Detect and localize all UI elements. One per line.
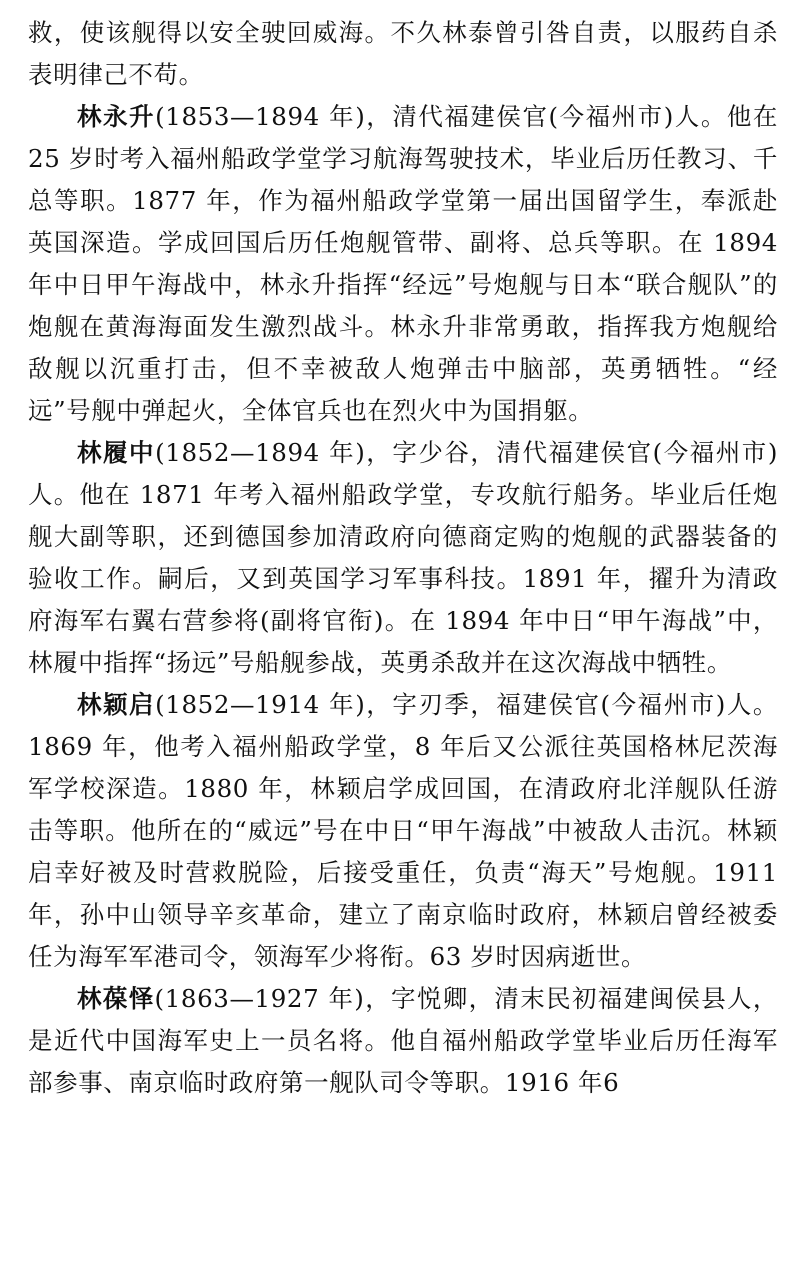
biography-paragraph-lin-yingqi (28, 684, 778, 978)
biography-paragraph-lin-baoyi (28, 978, 778, 1104)
paragraph-text: (1853—1894 年)，清代福建侯官(今福州市)人。他在 25 岁时考入福州船政学堂学习航海驾驶技术，毕业后历任教习、千总等职。1877 年，作为福州船政学堂第一届出国留学生，奉派赴英国深造。学成回国后历任炮舰管带、副将、总兵等职。在 1894 年中日甲午海战中，林永升指挥“经远”号炮舰与日本“联合舰队”的炮舰在黄海海面发生激烈战斗。林永升非常勇敢，指挥我方炮舰给敌舰以沉重打击，但不幸被敌人炮弹击中脑部，英勇牺牲。“经远”号舰中弹起火，全体官兵也在烈火中为国捐躯。 (28, 102, 778, 425)
person-name: 林永升 (77, 102, 156, 131)
paragraph-text: (1852—1914 年)，字刃季，福建侯官(今福州市)人。1869 年，他考入福州船政学堂，8 年后又公派往英国格林尼茨海军学校深造。1880 年，林颖启学成回国，在清政府北洋舰队任游击等职。他所在的“威远”号在中日“甲午海战”中被敌人击沉。林颖启幸好被及时营救脱险，后接受重任，负责“海天”号炮舰。1911 年，孙中山领导辛亥革命，建立了南京临时政府，林颖启曾经被委任为海军军港司令，领海军少将衔。63 岁时因病逝世。 (28, 690, 778, 971)
person-name: 林履中 (77, 438, 156, 467)
paragraph-text: (1863—1927 年)，字悦卿，清末民初福建闽侯县人，是近代中国海军史上一员名将。他自福州船政学堂毕业后历任海军部参事、南京临时政府第一舰队司令等职。1916 年6 (28, 984, 778, 1097)
paragraph-continuation (28, 12, 778, 96)
person-name: 林颖启 (77, 690, 156, 719)
person-name: 林葆怿 (77, 984, 155, 1013)
biography-paragraph-lin-lvzhong (28, 432, 778, 684)
biography-paragraph-lin-yongsheng (28, 96, 778, 432)
paragraph-text: (1852—1894 年)，字少谷，清代福建侯官(今福州市)人。他在 1871 年考入福州船政学堂，专攻航行船务。毕业后任炮舰大副等职，还到德国参加清政府向德商定购的炮舰的武器装备的验收工作。嗣后，又到英国学习军事科技。1891 年，擢升为清政府海军右翼右营参将(副将官衔)。在 1894 年中日“甲午海战”中，林履中指挥“扬远”号船舰参战，英勇杀敌并在这次海战中牺牲。 (28, 438, 778, 677)
paragraph-text: 救，使该舰得以安全驶回威海。不久林泰曾引咎自责，以服药自杀表明律己不苟。 (28, 18, 778, 89)
